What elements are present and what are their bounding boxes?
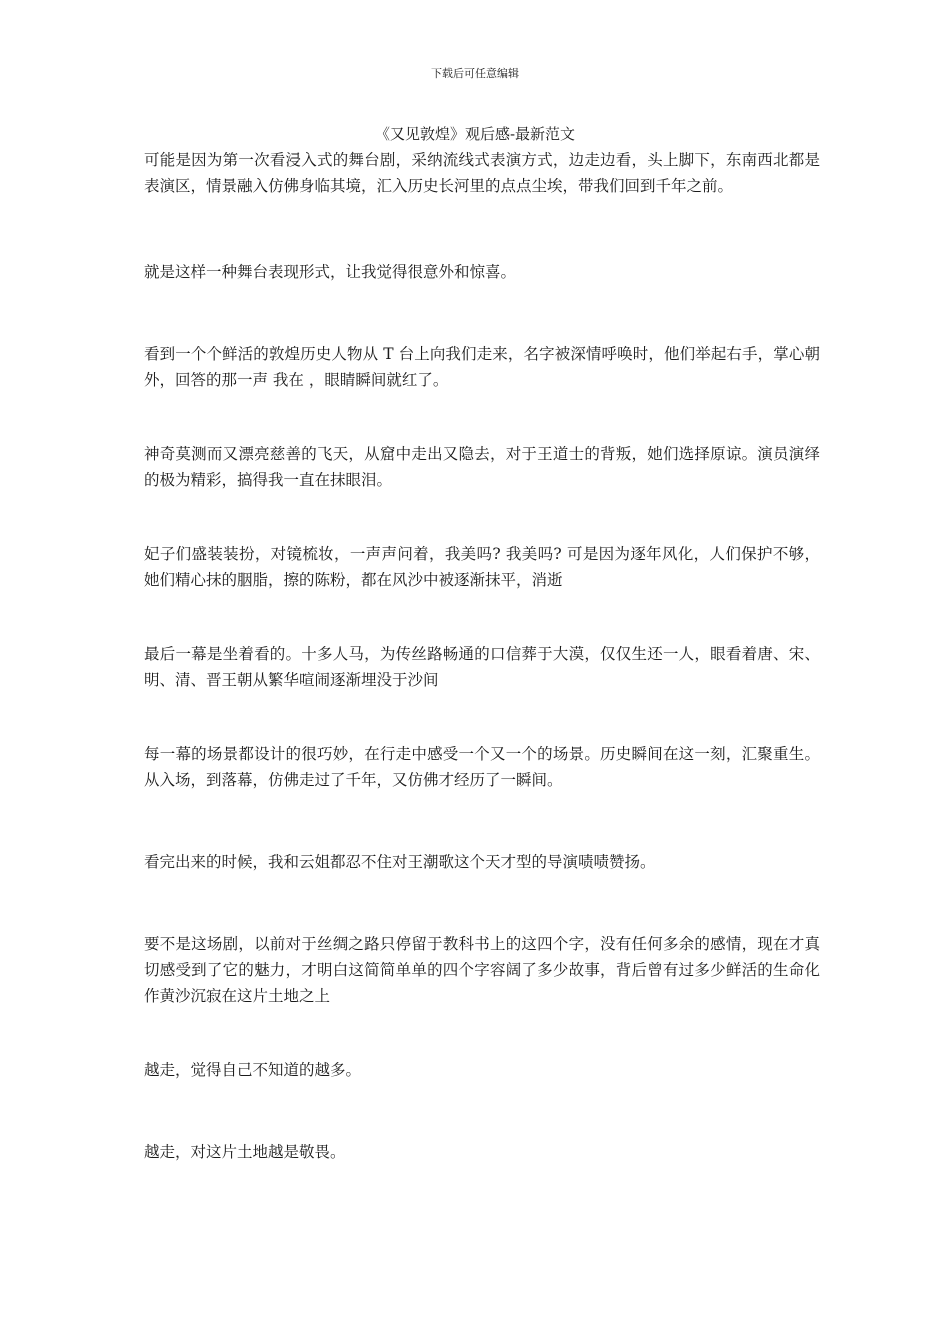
paragraph: 要不是这场剧，以前对于丝绸之路只停留于教科书上的这四个字，没有任何多余的感情，现在才真切感受到了它的魅力，才明白这简简单单的四个字容阔了多少故事，背后曾有过多少鲜活的生命化作黄沙沉寂在这片土地之上 xyxy=(144,935,820,1005)
paragraph: 妃子们盛装装扮，对镜梳妆，一声声问着，我美吗? 我美吗? 可是因为逐年风化，人们保护不够，她们精心抹的胭脂，擦的陈粉，都在风沙中被逐渐抹平，消逝 xyxy=(144,545,820,589)
paragraph: 可能是因为第一次看浸入式的舞台剧，采纳流线式表演方式，边走边看，头上脚下，东南西北都是表演区，情景融入仿佛身临其境，汇入历史长河里的点点尘埃，带我们回到千年之前。 xyxy=(144,151,820,195)
paragraph: 越走，觉得自己不知道的越多。 xyxy=(144,1061,362,1079)
page-title: 《又见敦煌》观后感-最新范文 xyxy=(374,125,576,143)
paragraph: 神奇莫测而又漂亮慈善的飞天，从窟中走出又隐去，对于王道士的背叛，她们选择原谅。演员演绎的极为精彩，搞得我一直在抹眼泪。 xyxy=(144,445,820,489)
paragraph: 看完出来的时候，我和云姐都忍不住对王潮歌这个天才型的导演啧啧赞扬。 xyxy=(144,853,656,871)
paragraph: 越走，对这片土地越是敬畏。 xyxy=(144,1143,346,1161)
paragraph: 看到一个个鲜活的敦煌历史人物从 T 台上向我们走来，名字被深情呼唤时，他们举起右手，掌心朝外，回答的那一声 我在 ，眼睛瞬间就红了。 xyxy=(144,345,820,389)
download-note: 下载后可任意编辑 xyxy=(431,67,519,80)
paragraph: 每一幕的场景都设计的很巧妙，在行走中感受一个又一个的场景。历史瞬间在这一刻，汇聚重生。从入场，到落幕，仿佛走过了千年，又仿佛才经历了一瞬间。 xyxy=(144,745,820,789)
paragraph: 最后一幕是坐着看的。十多人马，为传丝路畅通的口信葬于大漠，仅仅生还一人，眼看着唐、宋、明、清、晋王朝从繁华喧闹逐渐埋没于沙间 xyxy=(144,645,820,689)
document-body xyxy=(144,147,820,1165)
paragraph: 就是这样一种舞台表现形式，让我觉得很意外和惊喜。 xyxy=(144,263,517,281)
